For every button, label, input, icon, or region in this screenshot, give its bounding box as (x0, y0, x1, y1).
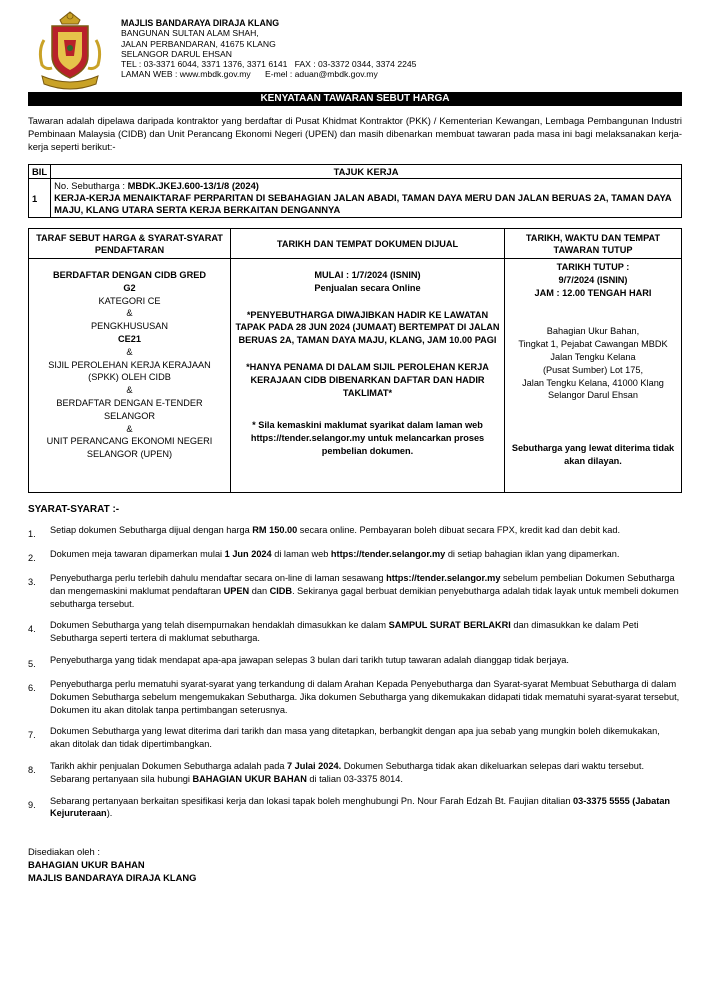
kategori-text: KATEGORI CE (98, 295, 161, 306)
closing-address-3: Jalan Tengku Kelana (550, 351, 636, 362)
condition-item: 7. Dokumen Sebutharga yang lewat diterima dari tarikh dan masa yang ditetapkan, berbangkit dengan apa jua sebab yang mungkin boleh dikemukakan, akan ditolak dan tidak dipertimbangkan. (28, 726, 660, 750)
conditions-title: SYARAT-SYARAT :- (28, 504, 120, 515)
closing-address-4: (Pusat Sumber) Lot 175, (542, 364, 644, 375)
late-submission-notice: Sebutharga yang lewat diterima tidak akan dilayan. (511, 443, 675, 466)
conditions-list (28, 524, 682, 820)
address-line-1: BANGUNAN SULTAN ALAM SHAH, (121, 28, 259, 39)
ce21-text: CE21 (118, 333, 141, 344)
condition-item: 4. Dokumen Sebutharga yang telah disempurnakan hendaklah dimasukkan ke dalam SAMPUL SURAT BERLAKRI dan dimasukkan ke dalam Peti Sebutharga seperti tertera di maklumat sebutharga. (28, 620, 639, 644)
work-title: KERJA-KERJA MENAIKTARAF PERPARITAN DI SEBAHAGIAN JALAN ABADI, TAMAN DAYA MERU DAN JALAN BERUAS 2A, TAMAN DAYA MAJU, KLANG UTARA SERTA KERJA BERKAITAN DENGANNYA (54, 192, 672, 215)
pengkhususan-text: PENGKHUSUSAN (90, 321, 169, 332)
condition-number: 5. (28, 658, 36, 669)
closing-address-5: Jalan Tengku Kelana, 41000 Klang (522, 377, 664, 388)
closing-address-6: Selangor Darul Ehsan (548, 390, 638, 401)
contact-line: TEL : 03-3371 6044, 3371 1376, 3371 6141 FAX : 03-3372 0344, 3374 2245 (121, 59, 417, 70)
site-visit-notice: *PENYEBUTHARGA DIWAJIBKAN HADIR KE LAWATAN TAPAK PADA 28 JUN 2024 (JUMAAT) BERTEMPAT DI JALAN BERUAS 2A, TAMAN DAYA MAJU, KLANG, JAM 10.00 PAGI (235, 309, 500, 346)
condition-item: 3. Penyebutharga perlu terlebih dahulu mendaftar secara on-line di laman sesawang https://tender.selangor.my sebelum pembelian Dokumen Sebutharga dan mengemaskini maklumat pendaftaran UPEN dan CIDB. Sekiranya gagal berbuat demikian penyebutharga adalah tidak layak untuk membeli dokumen sebutharga tersebut. (28, 573, 679, 609)
condition-number: 7. (28, 730, 36, 741)
condition-number: 1. (28, 529, 36, 539)
work-title-cell (51, 179, 682, 218)
work-title-table (28, 164, 682, 218)
closing-info (505, 259, 682, 493)
condition-number: 2. (28, 553, 36, 563)
web-line: LAMAN WEB : www.mbdk.gov.my E-mel : aduan@mbdk.gov.my (121, 69, 378, 80)
col-header-closing: TARIKH, WAKTU DAN TEMPAT TAWARAN TUTUP (505, 229, 682, 259)
online-sale-text: Penjualan secara Online (314, 282, 421, 293)
address-line-2: JALAN PERBANDARAN, 41675 KLANG (121, 38, 276, 49)
closing-address-2: Tingkat 1, Pejabat Cawangan MBDK (518, 339, 668, 350)
ampersand: & (126, 346, 133, 357)
condition-number: 9. (28, 799, 36, 810)
etender-text: BERDAFTAR DENGAN E-TENDER SELANGOR (56, 397, 203, 421)
col-header-registration: TARAF SEBUT HARGA & SYARAT-SYARAT PENDAFTARAN (29, 229, 231, 259)
upen-text: UNIT PERANCANG EKONOMI NEGERI SELANGOR (UPEN) (46, 436, 213, 460)
org-name: MAJLIS BANDARAYA DIRAJA KLANG (121, 18, 280, 28)
address-line-3: SELANGOR DARUL EHSAN (121, 48, 232, 59)
spkk-text: SIJIL PEROLEHAN KERJA KERAJAAN (SPKK) OLEH CIDB (48, 359, 211, 383)
condition-number: 6. (28, 682, 36, 693)
details-table (28, 228, 682, 493)
condition-number: 3. (28, 577, 36, 587)
document-sale-info (231, 259, 505, 493)
condition-item: 6. Penyebutharga perlu mematuhi syarat-syarat yang terkandung di dalam Arahan Kepada Penyebutharga dan Syarat-syarat Membuat Sebutharga di dalam Dokumen Sebutharga sebelum mengemukakan Sebutharga. Jika dokumen Sebutharga yang dikemukakan didapati tidak mematuhi syarat-syarat tersebut, Dokumen itu akan ditolak tanpa pertimbangan seterusnya. (28, 678, 680, 715)
ampersand: & (126, 385, 133, 396)
letterhead (121, 18, 416, 80)
row-number: 1 (29, 179, 51, 218)
col-header-document-sale: TARIKH DAN TEMPAT DOKUMEN DIJUAL (231, 229, 505, 259)
condition-item: 1. Setiap dokumen Sebutharga dijual dengan harga RM 150.00 secara online. Pembayaran boleh dibuat secara FPX, kredit kad dan debit kad. (28, 525, 621, 539)
condition-number: 8. (28, 764, 36, 775)
ampersand: & (126, 423, 133, 434)
closing-address-1: Bahagian Ukur Bahan, (546, 326, 640, 337)
sale-start-date: MULAI : 1/7/2024 (ISNIN) (314, 270, 421, 280)
closing-time: JAM : 12.00 TENGAH HARI (534, 287, 652, 298)
ref-number: MBDK.JKEJ.600-13/1/8 (2024) (127, 180, 259, 191)
condition-item: 8. Tarikh akhir penjualan Dokumen Sebutharga adalah pada 7 Julai 2024. Dokumen Sebutharga tidak akan dikeluarkan selepas dari waktu tersebut. Sebarang pertanyaan sila hubungi BAHAGIAN UKUR BAHAN di talian 03-3375 8014. (28, 760, 645, 784)
department-name: BAHAGIAN UKUR BAHAN (28, 859, 145, 870)
condition-item: 9. Sebarang pertanyaan berkaitan spesifikasi kerja dan lokasi tapak boleh menghubungi Pn. Nour Farah Edzah Bt. Faujian ditalian 03-3375 5555 (Jabatan Kejuruteraan). (28, 795, 671, 819)
bil-header: BIL (29, 165, 51, 179)
intro-paragraph: Tawaran adalah dipelawa daripada kontraktor yang berdaftar di Pusat Khidmat Kontraktor (PKK) / Kementerian Kewangan, Lembaga Pembangunan Industri Pembinaan Malaysia (CIDB) dan Unit Perancang Ekonomi Negeri (UPEN) dan masih dibenarkan membuat tawaran pada masa ini bagi melaksanakan kerja-kerja seperti berikut:- (28, 115, 682, 152)
update-notice: * Sila kemaskini maklumat syarikat dalam laman web https://tender.selangor.my untuk melancarkan proses pembelian dokumen. (250, 420, 485, 456)
gred-text: G2 (123, 282, 136, 293)
council-name: MAJLIS BANDARAYA DIRAJA KLANG (28, 872, 197, 883)
prepared-by (28, 845, 196, 884)
condition-item: 2. Dokumen meja tawaran dipamerkan mulai 1 Jun 2024 di laman web https://tender.selangor.my di setiap bahagian iklan yang dipamerkan. (28, 549, 620, 563)
closing-label: TARIKH TUTUP : (556, 262, 630, 272)
ref-prefix: No. Sebutharga : (54, 180, 128, 191)
condition-item: 5. Penyebutharga yang tidak mendapat apa-apa jawapan selepas 3 bulan dari tarikh tutup tawaran adalah dianggap tidak berjaya. (28, 654, 569, 669)
page-title: KENYATAAN TAWARAN SEBUT HARGA (28, 92, 682, 106)
prepared-label: Disediakan oleh : (28, 846, 100, 857)
closing-date: 9/7/2024 (ISNIN) (558, 274, 628, 285)
cidb-text: BERDAFTAR DENGAN CIDB GRED (53, 270, 206, 280)
registration-requirements (29, 259, 231, 493)
ampersand: & (126, 308, 133, 319)
condition-number: 4. (28, 624, 36, 635)
mbdk-crest-logo (34, 10, 106, 90)
briefing-notice: *HANYA PENAMA DI DALAM SIJIL PEROLEHAN KERJA KERAJAAN CIDB DIBENARKAN DAFTAR DAN HADIR TAKLIMAT* (246, 361, 489, 398)
tajuk-header: TAJUK KERJA (51, 165, 682, 179)
